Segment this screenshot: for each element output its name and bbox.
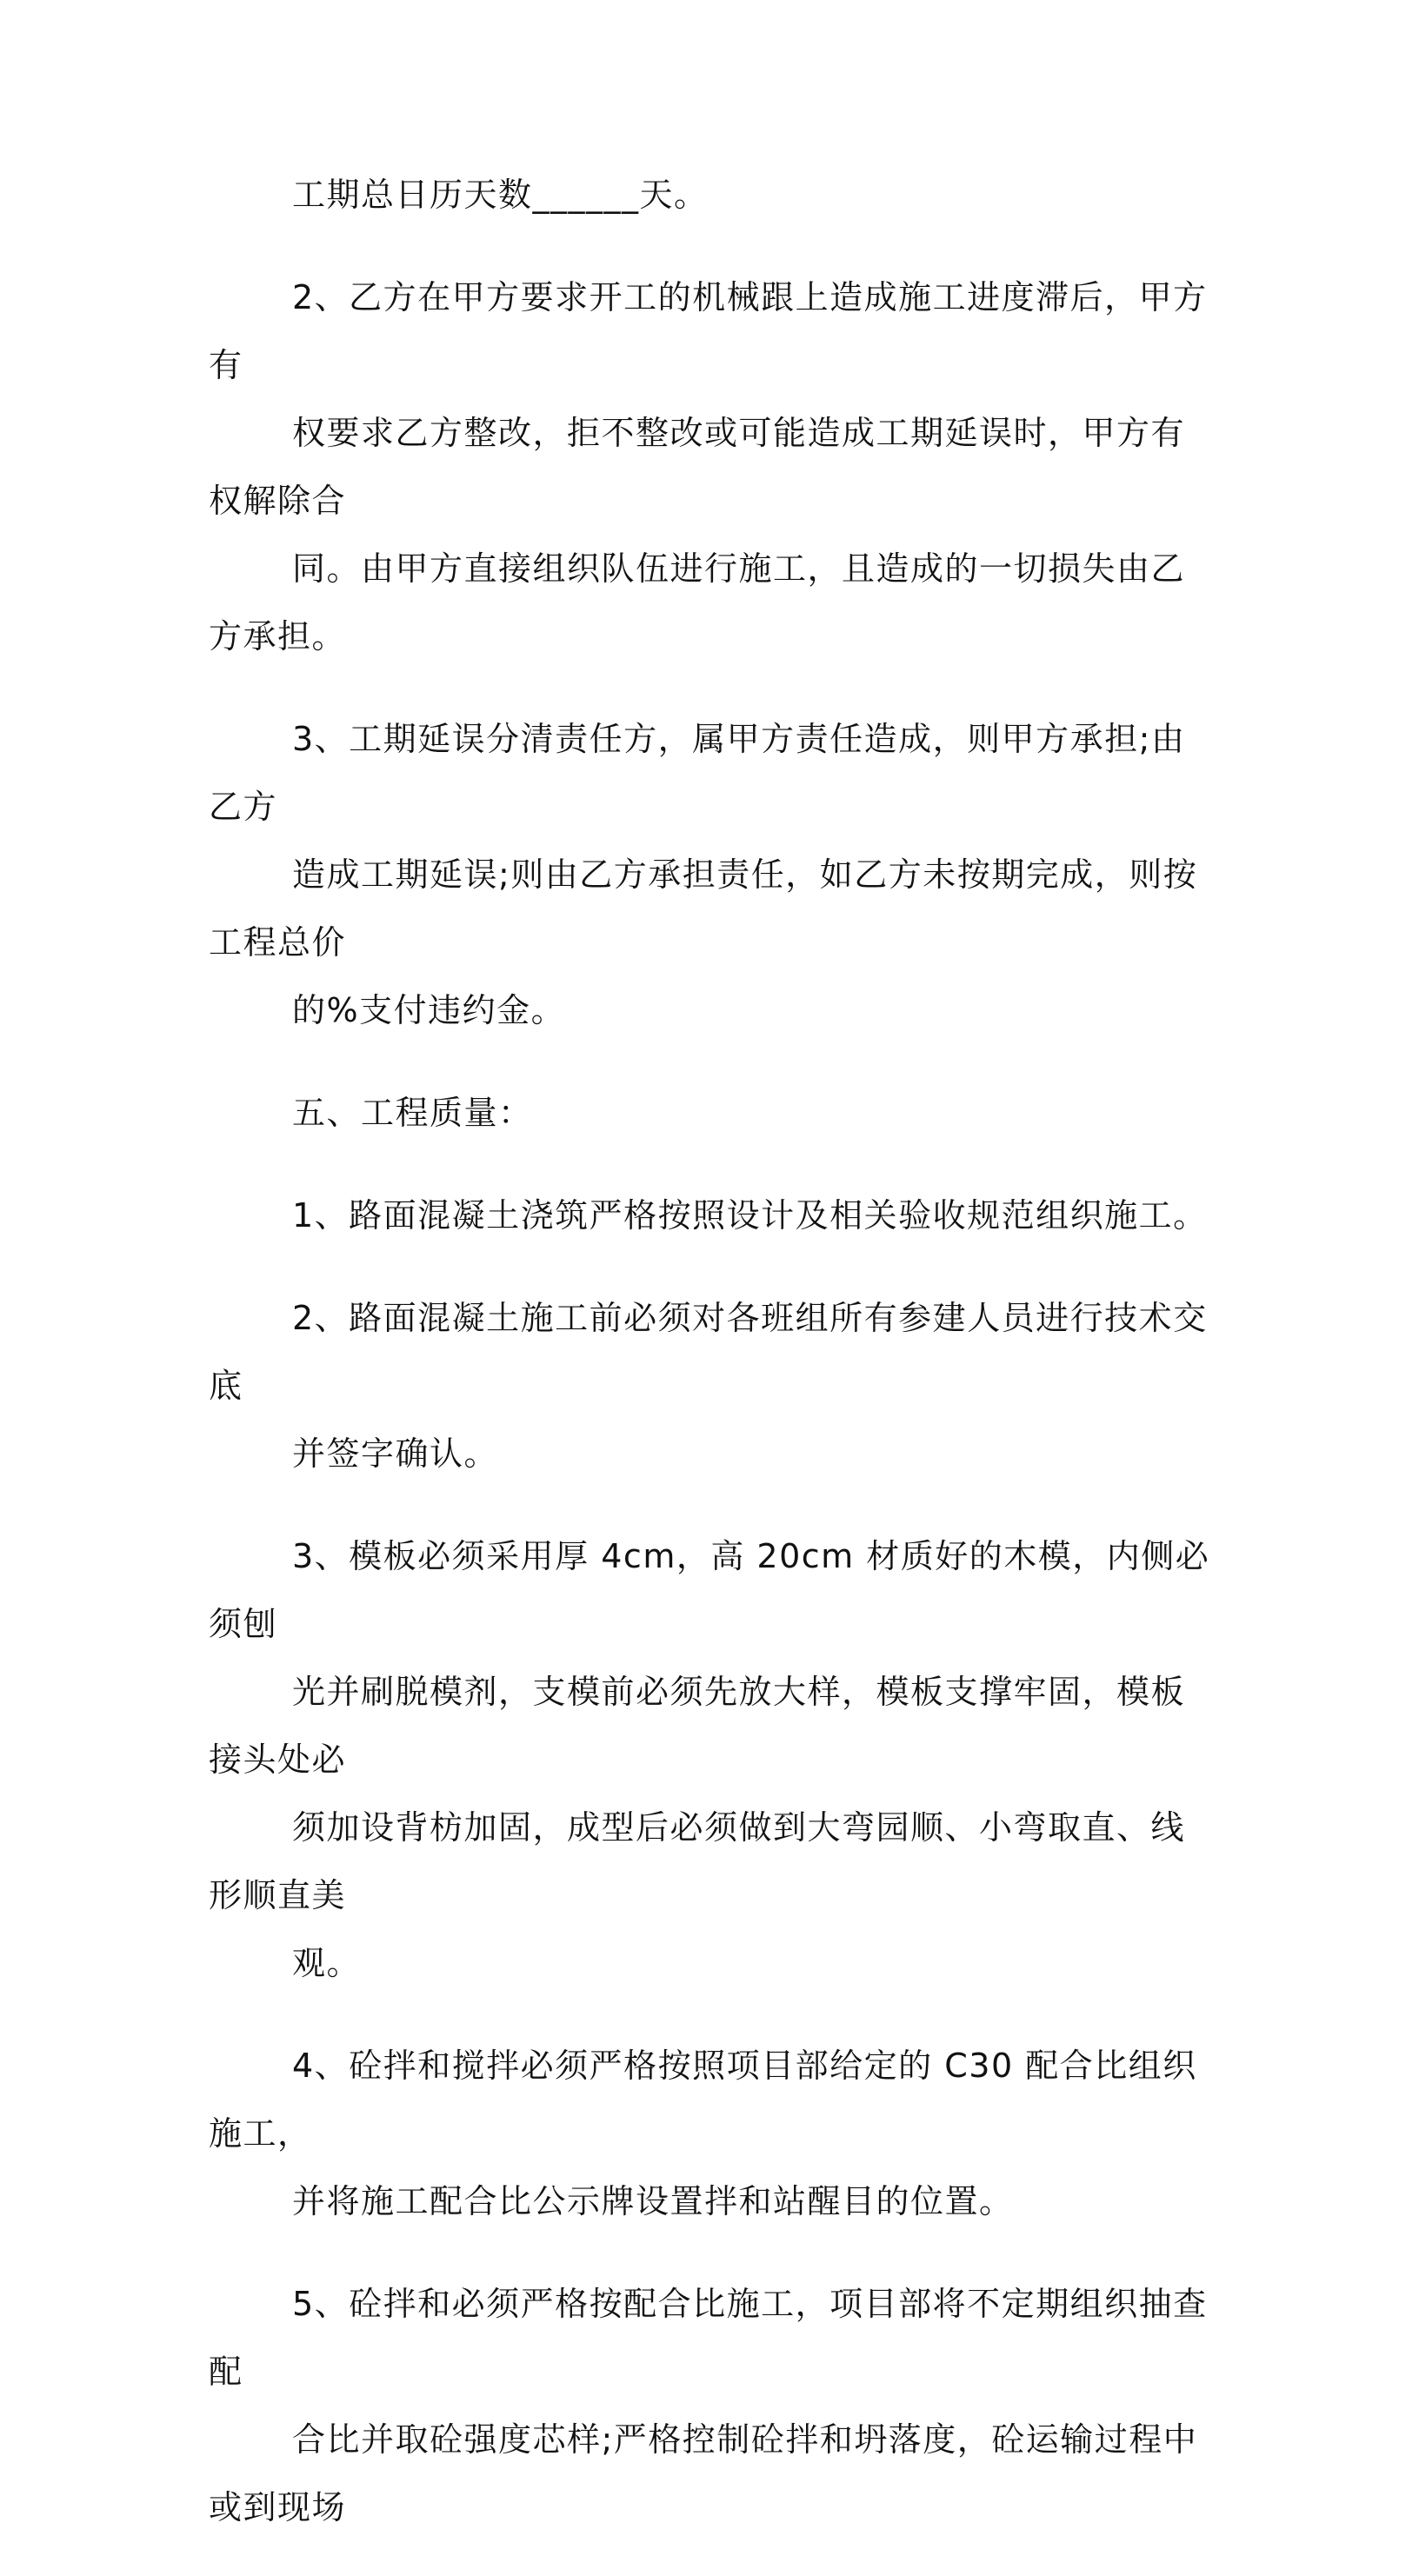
text-line: 2、路面混凝土施工前必须对各班组所有参建人员进行技术交底 [209,1299,1208,1405]
text-line: 观。 [292,1944,362,1982]
text-line: 5、砼拌和必须严格按配合比施工，项目部将不定期组织抽查配 [209,2285,1208,2391]
text-line: 2、乙方在甲方要求开工的机械跟上造成施工进度滞后，甲方有 [209,278,1208,384]
text-line: 3、工期延误分清责任方，属甲方责任造成，则甲方承担;由乙方 [209,720,1186,826]
text-line: 3、模板必须采用厚 4cm，高 20cm 材质好的木模，内侧必须刨 [209,1537,1210,1643]
text-line: 权要求乙方整改，拒不整改或可能造成工期延误时，甲方有权解除合 [209,414,1186,520]
text-line: 五、工程质量： [292,1094,533,1132]
text-line: 4、砼拌和搅拌必须严格按照项目部给定的 C30 配合比组织施工， [209,2047,1197,2153]
paragraph-clause-2-delay [209,263,1217,670]
text-line: 1、路面混凝土浇筑严格按照设计及相关验收规范组织施工。 [292,1196,1208,1235]
text-line: 并将施工配合比公示牌设置拌和站醒目的位置。 [292,2182,1014,2220]
paragraph-quality-1 [209,1181,1217,1249]
text-line: 同。由甲方直接组织队伍进行施工，且造成的一切损失由乙方承担。 [209,549,1186,656]
text-line: 光并刷脱模剂，支模前必须先放大样，模板支撑牢固，模板接头处必 [209,1673,1186,1779]
text-line: 的%支付违约金。 [292,991,566,1029]
paragraph-quality-4 [209,2032,1217,2235]
paragraph-quality-5 [209,2270,1217,2541]
document-body [209,161,1217,2576]
paragraph-duration [209,161,1217,229]
paragraph-quality-2 [209,1284,1217,1488]
paragraph-quality-3 [209,1522,1217,1997]
section-heading-quality [209,1079,1217,1147]
paragraph-clause-3-responsibility [209,705,1217,1044]
text-line: 合比并取砼强度芯样;严格控制砼拌和坍落度，砼运输过程中或到现场 [209,2420,1198,2526]
text-line: 并签字确认。 [292,1434,499,1473]
text-line: 造成工期延误;则由乙方承担责任，如乙方未按期完成，则按工程总价 [209,855,1198,962]
text-line: 工期总日历天数______天。 [292,176,709,214]
text-line: 须加设背枋加固，成型后必须做到大弯园顺、小弯取直、线形顺直美 [209,1808,1186,1914]
